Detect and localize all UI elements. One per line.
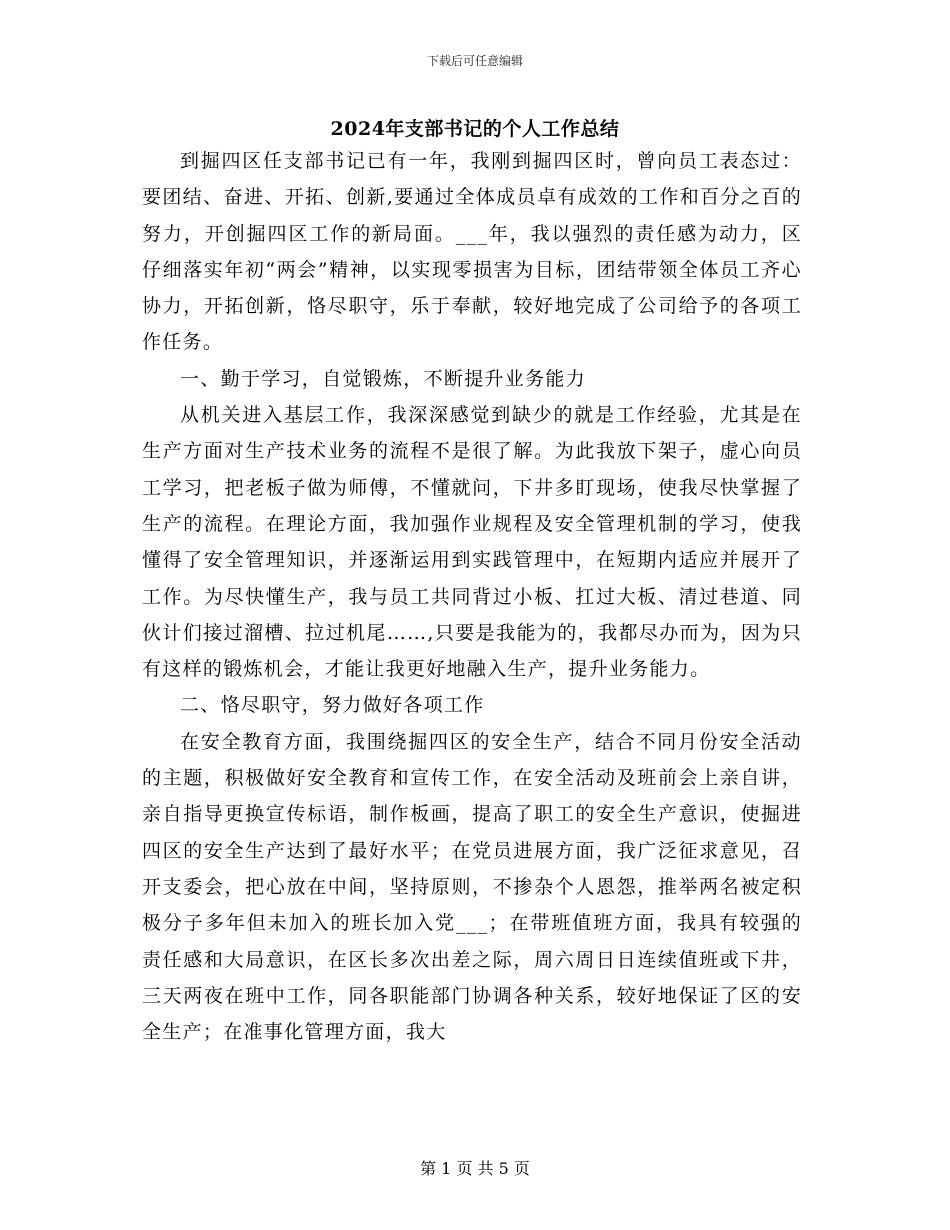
page-footer: 第 1 页 共 5 页 [420,1159,530,1178]
document-title: 2024年支部书记的个人工作总结 [330,118,620,140]
page-header: 下载后可任意编辑 [426,54,523,68]
paragraph-section-1: 从机关进入基层工作，我深深感觉到缺少的就是工作经验，尤其是在生产方面对生产技术业务的流程不是很了解。为此我放下架子，虚心向员工学习，把老板子做为师傅，不懂就问，下井多盯现场，使我尽快掌握了生产的流程。在理论方面，我加强作业规程及安全管理机制的学习，使我懂得了安全管理知识，并逐渐运用到实践管理中，在短期内适应并展开了工作。为尽快懂生产，我与员工共同背过小板、扛过大板、清过巷道、同伙计们接过溜槽、拉过机尾……,只要是我能为的，我都尽办而为，因为只有这样的锻炼机会，才能让我更好地融入生产，提升业务能力。 [142,404,802,681]
paragraph-section-2: 在安全教育方面，我围绕掘四区的安全生产，结合不同月份安全活动的主题，积极做好安全教育和宣传工作，在安全活动及班前会上亲自讲，亲自指导更换宣传标语，制作板画，提高了职工的安全生产意识，使掘进四区的安全生产达到了最好水平；在党员进展方面，我广泛征求意见，召开支委会，把心放在中间，坚持原则，不掺杂个人恩怨，推举两名被定积极分子多年但未加入的班长加入党___；在带班值班方面，我具有较强的责任感和大局意识，在区长多次出差之际，周六周日日连续值班或下井，三天两夜在班中工作，同各职能部门协调各种关系，较好地保证了区的安全生产；在准事化管理方面，我大 [142,730,802,1044]
section-heading-1: 一、勤于学习，自觉锻炼，不断提升业务能力 [180,367,587,390]
section-heading-2: 二、恪尽职守，努力做好各项工作 [180,694,485,717]
document-body [142,143,802,1050]
paragraph-intro: 到掘四区任支部书记已有一年，我刚到掘四区时，曾向员工表态过：要团结、奋进、开拓、创新,要通过全体成员卓有成效的工作和百分之百的努力，开创掘四区工作的新局面。___年，我以强烈的责任感为动力，区仔细落实年初“两会”精神，以实现零损害为目标，团结带领全体员工齐心协力，开拓创新，恪尽职守，乐于奉献，较好地完成了公司给予的各项工作任务。 [142,150,802,354]
